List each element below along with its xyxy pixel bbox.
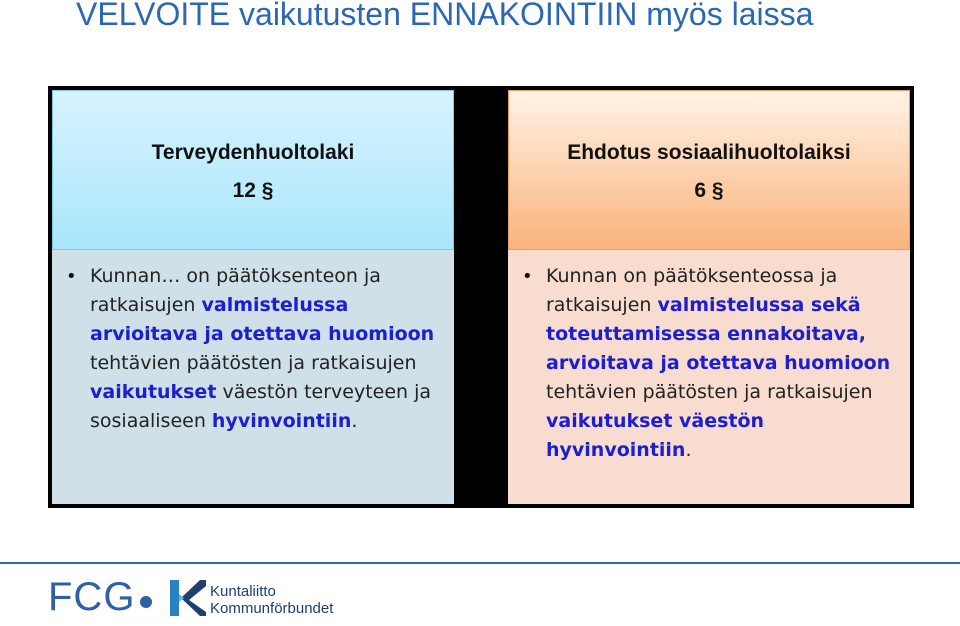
right-text [546,262,900,465]
right-header [508,90,910,250]
text-segment: . [685,439,692,461]
fcg-logo: FCG [48,575,136,619]
right-column [508,90,910,504]
slide-title: VELVOITE vaikutusten ENNAKOINTIIN myös laissa [76,0,814,32]
right-section: 6 § [694,179,724,202]
fcg-logo-dot [140,596,152,608]
highlight-segment: vaikutukset väestön hyvinvointiin [546,410,765,461]
left-body [52,250,454,504]
text-segment: Kunnan… on päätöksenteon ja ratkaisujen [90,265,381,316]
kuntaliitto-logo-icon [170,578,206,618]
text-segment: väestön terveyteen ja sosiaaliseen [90,381,432,432]
kommunforbundet-name: Kommunförbundet [210,600,334,617]
kuntaliitto-name: Kuntaliitto [210,583,276,600]
left-text [90,262,444,436]
right-heading: Ehdotus sosiaalihuoltolaiksi [567,141,851,164]
right-body [508,250,910,504]
left-heading: Terveydenhuoltolaki [151,141,355,164]
highlight-segment: hyvinvointiin [211,410,352,432]
comparison-table [48,86,914,508]
text-segment: Kunnan on päätöksenteossa ja ratkaisujen [546,265,838,316]
text-segment: tehtävien päätösten ja ratkaisujen [90,352,417,374]
highlight-segment: valmistelussa sekä toteuttamisessa ennakoitava, arvioitava ja otettava huomioon [546,294,891,374]
kuntaliitto-logo-text [210,583,333,617]
left-header [52,90,454,250]
bullet-icon: • [66,266,77,287]
highlight-segment: vaikutukset [90,381,217,403]
text-segment: tehtävien päätösten ja ratkaisujen [546,381,873,403]
bullet-icon: • [522,266,533,287]
text-segment: . [351,410,358,432]
highlight-segment: valmistelussa arvioitava ja otettava huomioon [90,294,435,345]
left-section: 12 § [232,179,274,202]
left-column [52,90,454,504]
footer-divider [0,562,960,564]
